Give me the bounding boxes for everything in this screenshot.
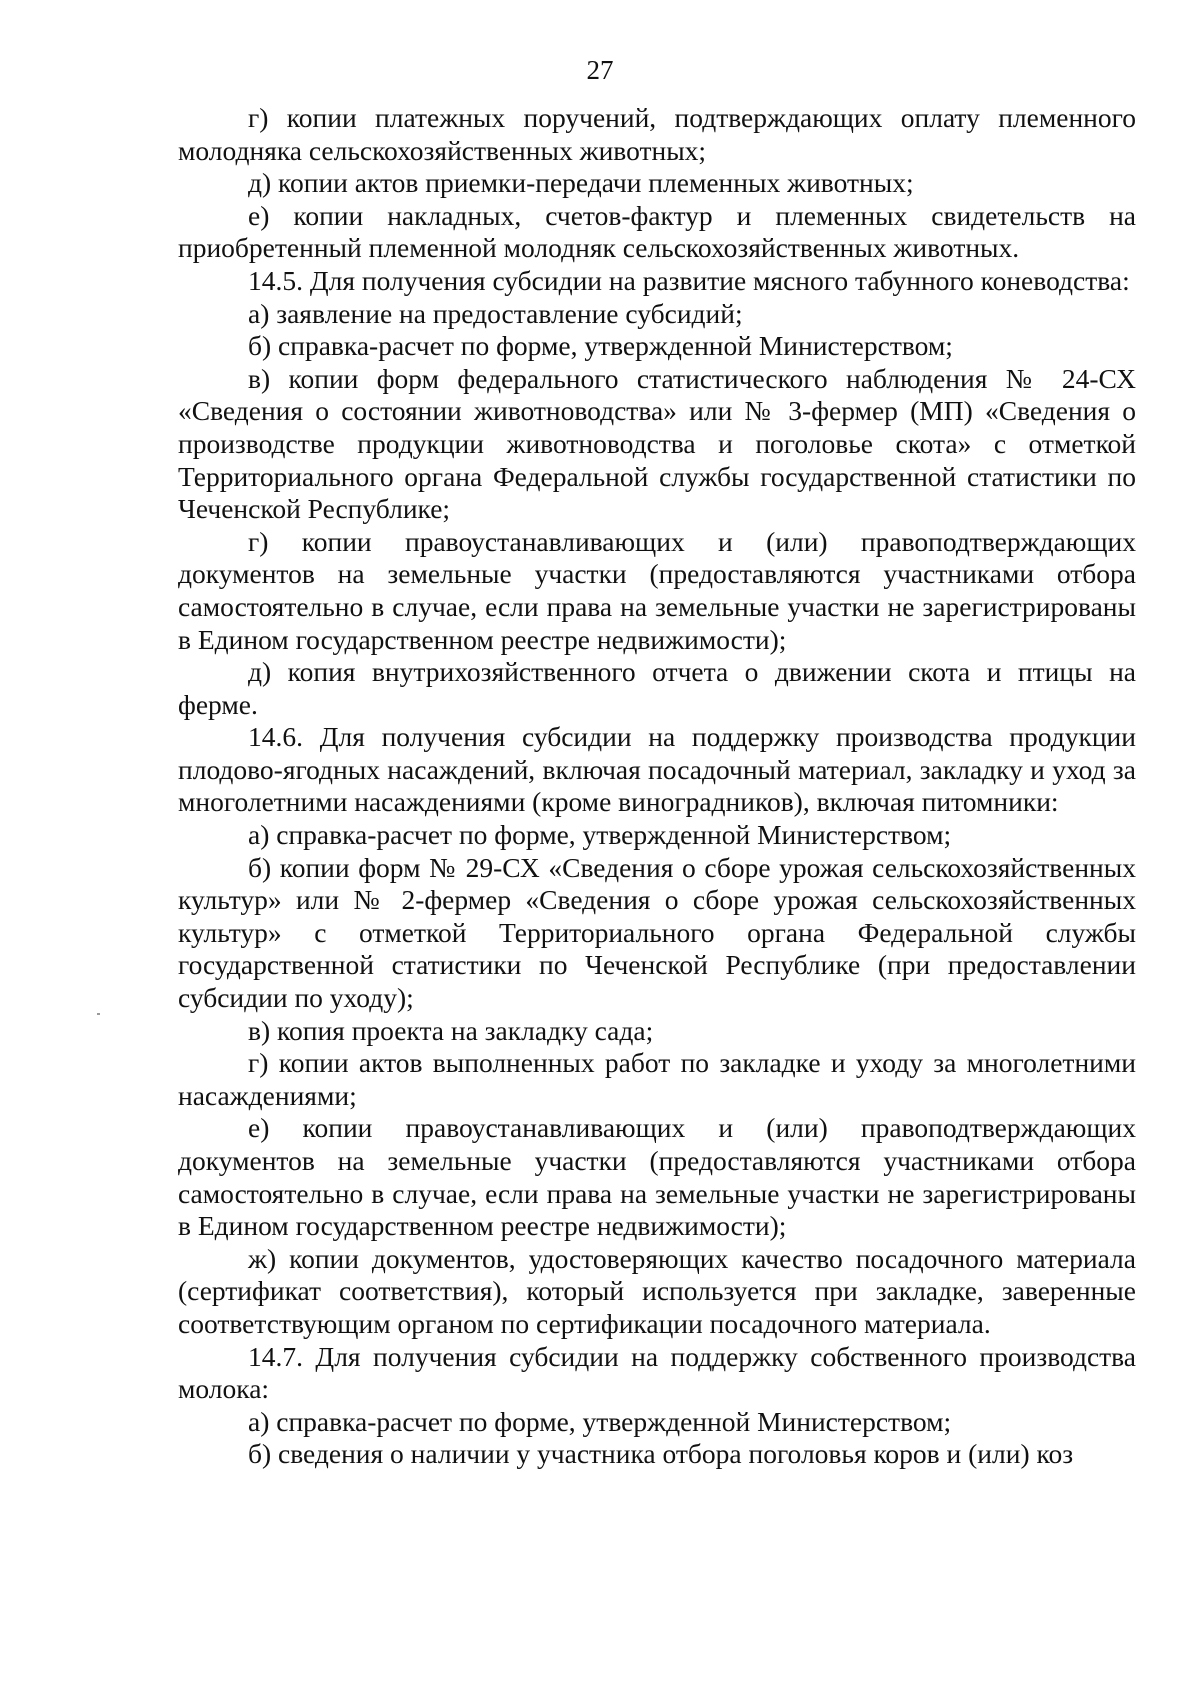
paragraph-item-a-application: а) заявление на предоставление субсидий;: [248, 297, 743, 329]
paragraph-item-b-livestock-info: б) сведения о наличии у участника отбора поголовья коров и (или) коз: [248, 1438, 1074, 1470]
paragraph-section-14-7: 14.7. Для получения субсидии на поддержку собственного производства молока:: [178, 1340, 1136, 1405]
paragraph-section-14-6: 14.6. Для получения субсидии на поддержку производства продукции плодово-ягодных насаждений, включая посадочный материал, закладку и уход за многолетними насаждениями (кроме виноградников), включая питомники:: [178, 721, 1136, 818]
page-number: 27: [586, 55, 614, 85]
paragraph-item-g-land-documents: г) копии правоустанавливающих и (или) правоподтверждающих документов на земельные участки (предоставляются участниками отбора самостоятельно в случае, если права на земельные участки не зарегистрированы в Едином государственном реестре недвижимости);: [178, 525, 1136, 655]
paragraph-item-b-harvest-forms: б) копии форм № 29-СХ «Сведения о сборе урожая сельскохозяйственных культур» или № 2-фермер «Сведения о сборе урожая сельскохозяйственных культур» с отметкой Территориального органа Федеральной службы государственной статистики по Чеченской Республике (при предоставлении субсидии по уходу);: [178, 851, 1136, 1014]
paragraph-item-zh-quality-documents: ж) копии документов, удостоверяющих качество посадочного материала (сертификат соответствия), который используется при закладке, заверенные соответствующим органом по сертификации посадочного материала.: [178, 1242, 1136, 1339]
paragraph-item-a-calculation: а) справка-расчет по форме, утвержденной Министерством;: [248, 819, 952, 851]
paragraph-item-d-acceptance-acts: д) копии актов приемки-передачи племенных животных;: [248, 167, 914, 199]
paragraph-item-b-calculation: б) справка-расчет по форме, утвержденной Министерством;: [248, 330, 953, 362]
document-body: [178, 102, 1136, 1471]
paragraph-section-14-5: 14.5. Для получения субсидии на развитие мясного табунного коневодства:: [248, 264, 1130, 296]
paragraph-item-v-statistical-forms: в) копии форм федерального статистического наблюдения № 24-СХ «Сведения о состоянии животноводства» или № 3-фермер (МП) «Сведения о производстве продукции животноводства и поголовье скота» с отметкой Территориального органа Федеральной службы государственной статистики по Чеченской Республике;: [178, 362, 1136, 525]
paragraph-item-g-payment-orders: г) копии платежных поручений, подтверждающих оплату племенного молодняка сельскохозяйственных животных;: [178, 102, 1136, 166]
paragraph-item-d-livestock-report: д) копия внутрихозяйственного отчета о движении скота и птицы на ферме.: [178, 656, 1136, 720]
paragraph-item-a-calculation-milk: а) справка-расчет по форме, утвержденной Министерством;: [248, 1405, 952, 1437]
paragraph-item-e-land-documents: е) копии правоустанавливающих и (или) правоподтверждающих документов на земельные участки (предоставляются участниками отбора самостоятельно в случае, если права на земельные участки не зарегистрированы в Едином государственном реестре недвижимости);: [178, 1112, 1136, 1242]
paragraph-item-v-garden-project: в) копия проекта на закладку сада;: [248, 1014, 654, 1046]
paragraph-item-g-work-acts: г) копии актов выполненных работ по закладке и уходу за многолетними насаждениями;: [178, 1047, 1136, 1111]
scan-speck: [97, 1013, 100, 1015]
paragraph-item-e-invoices: е) копии накладных, счетов-фактур и племенных свидетельств на приобретенный племенной молодняк сельскохозяйственных животных.: [178, 199, 1136, 264]
